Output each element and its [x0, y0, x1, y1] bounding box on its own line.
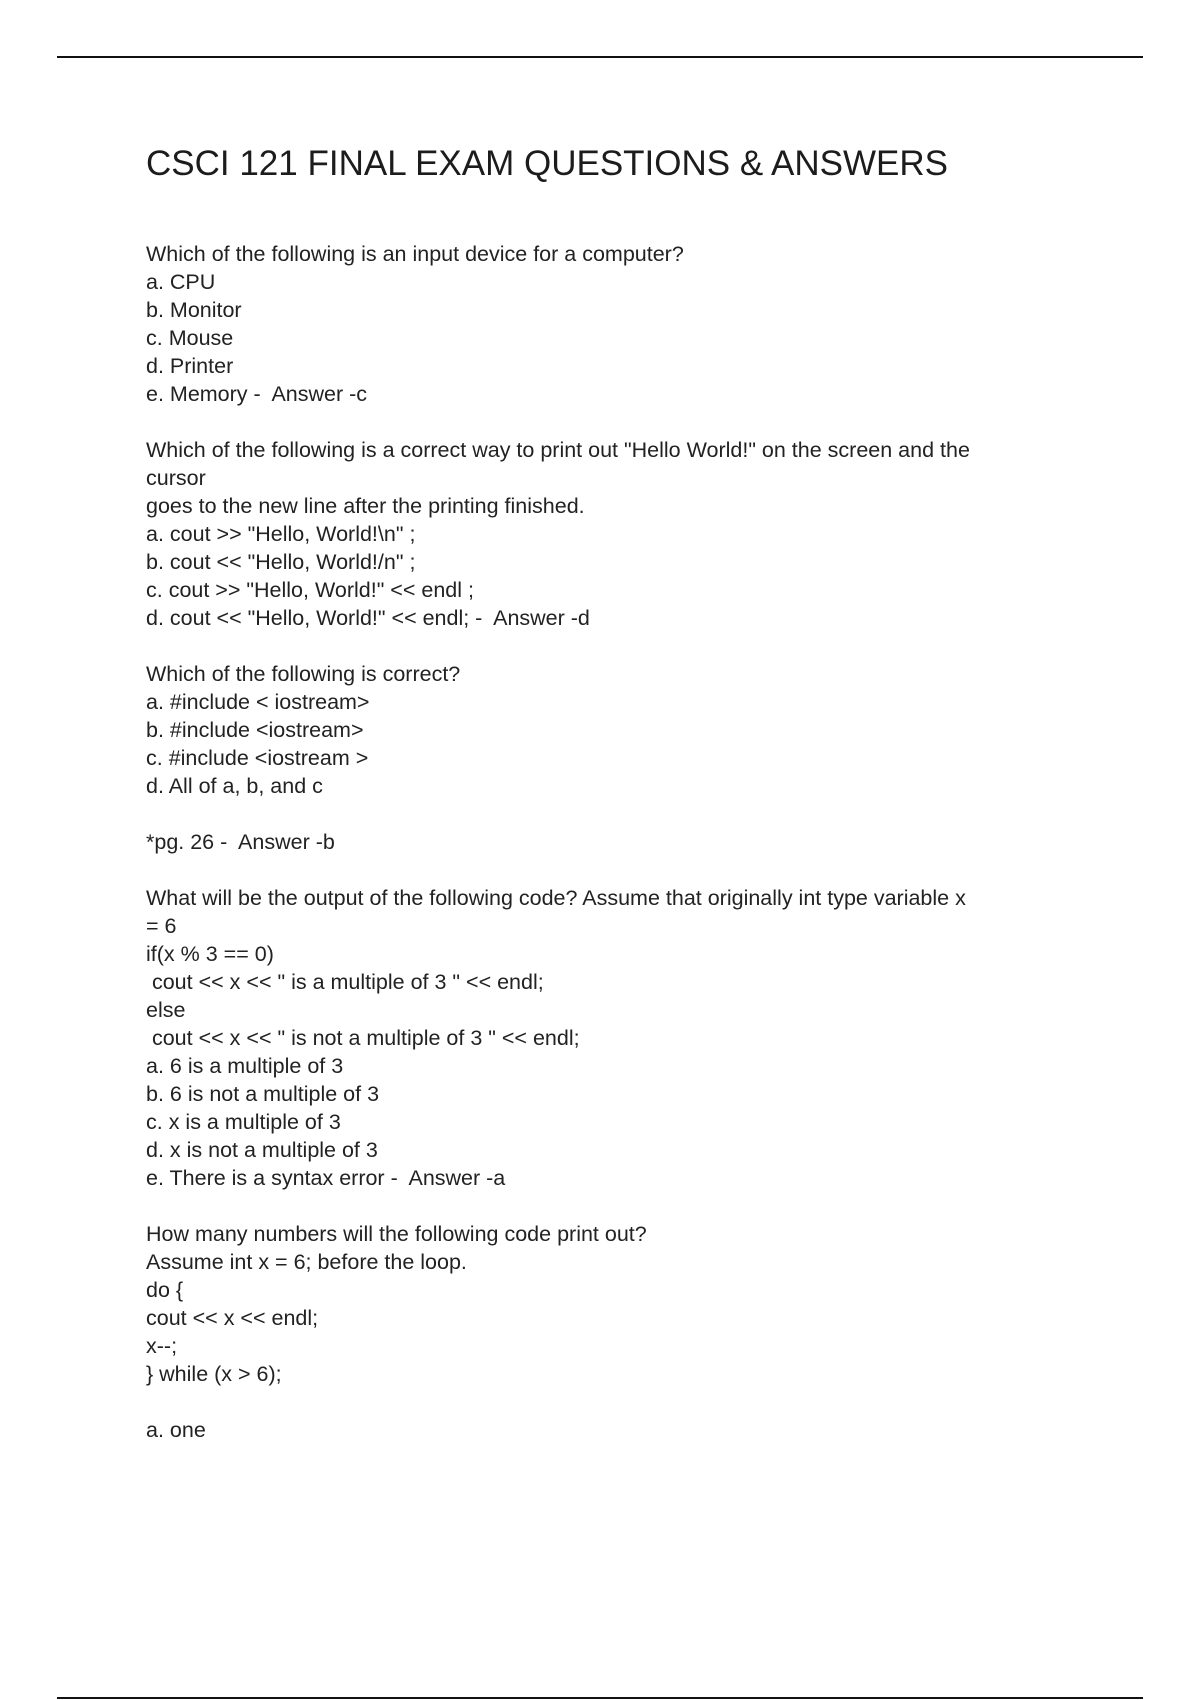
code-line: do { — [146, 1278, 184, 1302]
answer-key: *pg. 26 - Answer -b — [146, 830, 335, 854]
answer-option: c. #include <iostream > — [146, 746, 369, 770]
question-text: How many numbers will the following code print out? — [146, 1222, 647, 1246]
question-multiple-of-three — [146, 884, 1086, 1192]
question-text: = 6 — [146, 914, 177, 938]
answer-option: c. cout >> "Hello, World!" << endl ; — [146, 578, 474, 602]
document-content — [146, 140, 1086, 1472]
answer-option-with-key: e. Memory - Answer -c — [146, 382, 368, 406]
answer-option-with-key: e. There is a syntax error - Answer -a — [146, 1166, 506, 1190]
answer-option: a. cout >> "Hello, World!\n" ; — [146, 522, 416, 546]
answer-options-continued — [146, 1416, 1086, 1444]
bottom-rule — [57, 1697, 1143, 1699]
answer-option: a. one — [146, 1418, 206, 1442]
code-line: cout << x << " is a multiple of 3 " << endl; — [146, 970, 544, 994]
question-text: Assume int x = 6; before the loop. — [146, 1250, 467, 1274]
answer-option: a. CPU — [146, 270, 216, 294]
code-line: x--; — [146, 1334, 178, 1358]
answer-option: b. cout << "Hello, World!/n" ; — [146, 550, 416, 574]
question-print-hello-world — [146, 436, 1086, 632]
code-line: else — [146, 998, 186, 1022]
question-text: goes to the new line after the printing finished. — [146, 494, 585, 518]
question-text: Which of the following is a correct way to print out "Hello World!" on the screen and the — [146, 438, 970, 462]
answer-option: a. 6 is a multiple of 3 — [146, 1054, 344, 1078]
question-include-iostream — [146, 660, 1086, 800]
answer-option: a. #include < iostream> — [146, 690, 370, 714]
top-rule — [57, 56, 1143, 58]
code-line: cout << x << endl; — [146, 1306, 319, 1330]
answer-key-note — [146, 828, 1086, 856]
code-line: cout << x << " is not a multiple of 3 " << endl; — [146, 1026, 580, 1050]
question-text: Which of the following is correct? — [146, 662, 461, 686]
question-text: cursor — [146, 466, 206, 490]
question-text: Which of the following is an input device for a computer? — [146, 242, 684, 266]
answer-option: b. Monitor — [146, 298, 242, 322]
answer-option: b. #include <iostream> — [146, 718, 364, 742]
code-line: } while (x > 6); — [146, 1362, 282, 1386]
question-text: What will be the output of the following code? Assume that originally int type variable x — [146, 886, 966, 910]
answer-option: d. x is not a multiple of 3 — [146, 1138, 378, 1162]
answer-option: c. x is a multiple of 3 — [146, 1110, 341, 1134]
code-line: if(x % 3 == 0) — [146, 942, 274, 966]
answer-option: b. 6 is not a multiple of 3 — [146, 1082, 380, 1106]
page-title: CSCI 121 FINAL EXAM QUESTIONS & ANSWERS — [146, 144, 948, 183]
answer-option: c. Mouse — [146, 326, 234, 350]
question-do-while-loop — [146, 1220, 1086, 1388]
question-input-device — [146, 240, 1086, 408]
answer-option-with-key: d. cout << "Hello, World!" << endl; - Answer -d — [146, 606, 590, 630]
answer-option: d. Printer — [146, 354, 234, 378]
answer-option: d. All of a, b, and c — [146, 774, 323, 798]
